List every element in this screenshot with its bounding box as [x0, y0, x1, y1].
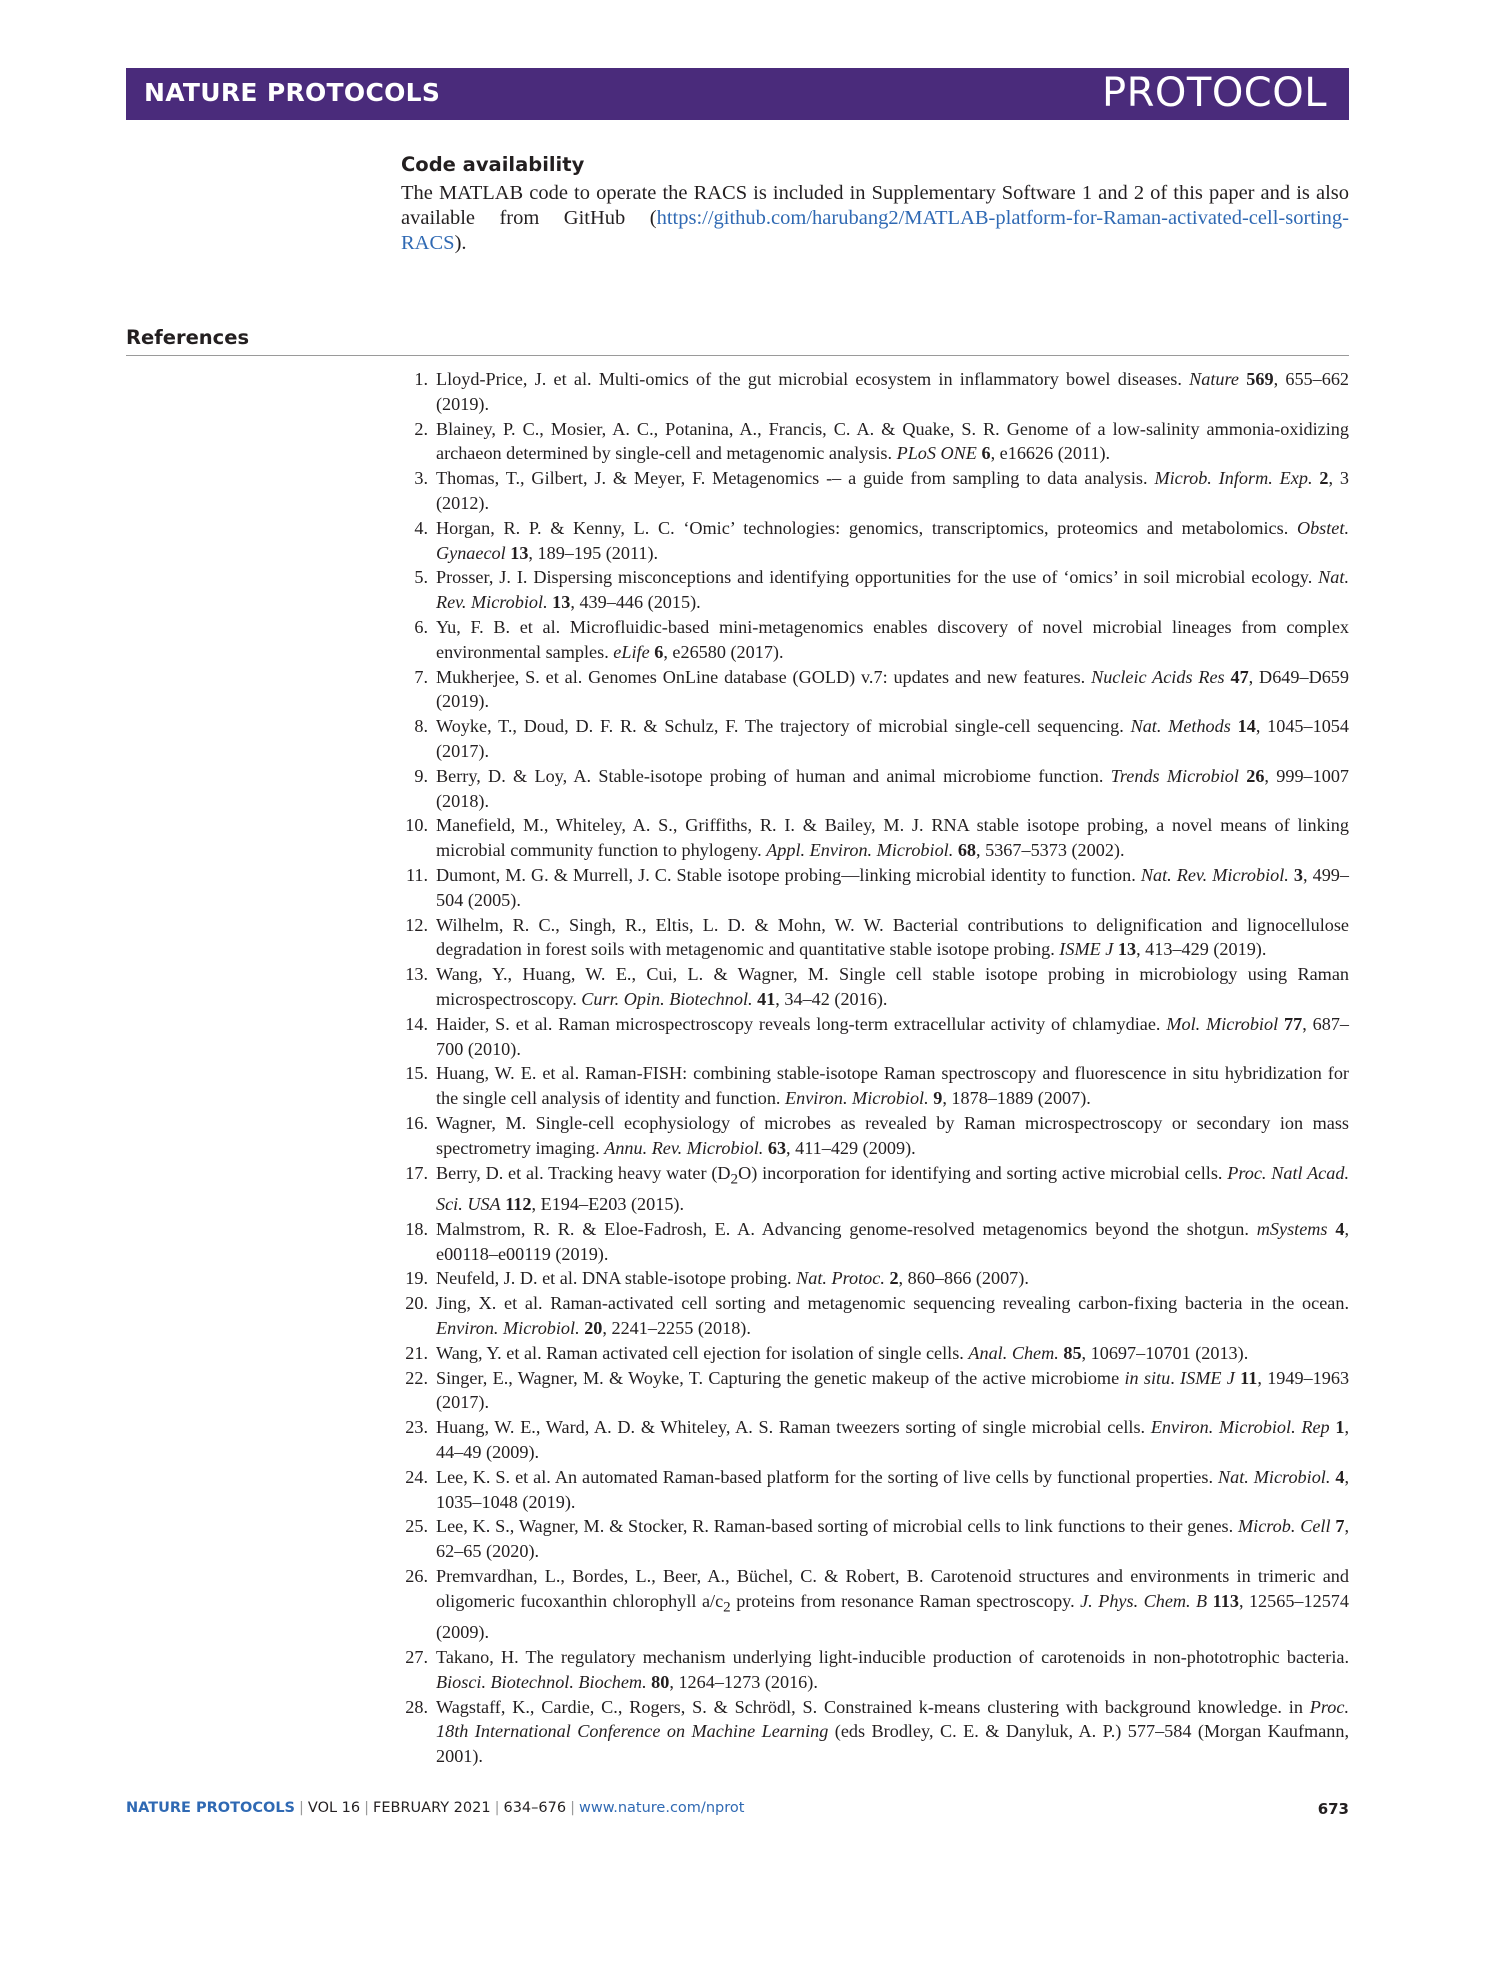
reference-number: 14. — [405, 1013, 428, 1034]
reference-segment: 13 — [1117, 939, 1137, 960]
reference-segment: Wagstaff, K., Cardie, C., Rogers, S. & Schrödl, S. Constrained k-means clustering with background knowledge. in — [436, 1696, 1310, 1717]
reference-text — [436, 1217, 1349, 1267]
footer-separator: | — [494, 1800, 500, 1816]
reference-number: 19. — [405, 1268, 428, 1289]
reference-number: 22. — [405, 1367, 428, 1388]
reference-segment: 6 — [981, 443, 991, 464]
reference-segment: Environ. Microbiol. — [785, 1088, 929, 1109]
reference-segment: 14 — [1237, 716, 1256, 737]
code-availability-text-after: ). — [454, 232, 467, 254]
reference-segment: (eds Brodley, C. E. & Danyluk, A. P.) 577–584 (Morgan Kaufmann, 2001). — [436, 1721, 1350, 1767]
reference-segment: , 1035–1048 (2019). — [436, 1466, 1350, 1512]
reference-segment: , 12565–12574 (2009). — [436, 1590, 1349, 1643]
reference-segment: proteins from resonance Raman spectroscopy. — [730, 1590, 1081, 1611]
reference-item — [401, 1161, 1349, 1217]
reference-segment: Wagner, M. Single-cell ecophysiology of microbes as revealed by Raman microspectroscopy or secondary ion mass spectrometry imaging. — [436, 1112, 1349, 1158]
reference-segment: Haider, S. et al. Raman microspectroscopy reveals long-term extracellular activity of chlamydiae. — [436, 1013, 1167, 1034]
reference-segment: 4 — [1335, 1218, 1345, 1239]
reference-item — [401, 665, 1349, 715]
reference-number: 11. — [405, 864, 428, 885]
reference-segment: Proc. Natl Acad. Sci. USA — [436, 1162, 1349, 1214]
reference-segment: Berry, D. & Loy, A. Stable-isotope probing of human and animal microbiome function. — [436, 765, 1111, 786]
references-heading: References — [126, 326, 250, 349]
reference-number: 3. — [414, 468, 428, 489]
reference-segment: , 1949–1963 (2017). — [436, 1367, 1350, 1413]
reference-segment: 1 — [1335, 1417, 1345, 1438]
reference-segment: Premvardhan, L., Bordes, L., Beer, A., Büchel, C. & Robert, B. Carotenoid structures and environments in trimeric and oligomeric fucoxanthin chlorophyll a/c — [436, 1565, 1349, 1611]
code-availability-text-before: The MATLAB code to operate the RACS is included in Supplementary Software 1 and 2 of this paper and is also available from GitHub ( — [401, 182, 1349, 229]
reference-number: 28. — [405, 1696, 428, 1717]
reference-item — [401, 1465, 1349, 1515]
reference-segment: Prosser, J. I. Dispersing misconceptions and identifying opportunities for the use of ‘omics’ in soil microbial ecology. — [436, 567, 1319, 588]
reference-segment: Wilhelm, R. C., Singh, R., Eltis, L. D. & Mohn, W. W. Bacterial contributions to delignification and lignocellulose degradation in forest soils with metagenomic and quantitative stable isotope probing. — [436, 914, 1349, 960]
reference-segment: Nature — [1189, 369, 1240, 389]
reference-item — [401, 1341, 1349, 1366]
reference-segment: Curr. Opin. Biotechnol. — [581, 988, 753, 1009]
reference-segment: 7 — [1335, 1516, 1345, 1537]
reference-segment: , 5367–5373 (2002). — [976, 840, 1125, 861]
reference-item — [401, 466, 1349, 516]
reference-segment: 20 — [584, 1317, 603, 1338]
reference-segment: Blainey, P. C., Mosier, A. C., Potanina, A., Francis, C. A. & Quake, S. R. Genome of a low-salinity ammonia-oxidizing archaeon determined by single-cell and metagenomic analysis. — [436, 418, 1349, 464]
journal-name: NATURE PROTOCOLS — [144, 78, 441, 107]
reference-segment: Horgan, R. P. & Kenny, L. C. ‘Omic’ technologies: genomics, transcriptomics, proteomics and metabolomics. — [436, 517, 1297, 538]
reference-text — [436, 665, 1349, 715]
reference-segment: Lloyd-Price, J. et al. Multi-omics of the gut microbial ecosystem in inflammatory bowel diseases. — [436, 369, 1190, 389]
reference-segment: 112 — [505, 1193, 532, 1214]
reference-segment: , 3 (2012). — [436, 468, 1350, 513]
reference-segment: Takano, H. The regulatory mechanism underlying light-inducible production of carotenoids in non-phototrophic bacteria. — [436, 1646, 1349, 1667]
reference-text — [436, 863, 1349, 913]
footer-pages: 634–676 — [503, 1800, 567, 1816]
reference-segment: Nat. Protoc. — [796, 1268, 885, 1289]
reference-segment: , 189–195 (2011). — [528, 542, 659, 563]
reference-number: 4. — [414, 517, 428, 538]
reference-item — [401, 1645, 1349, 1695]
reference-segment: , 687–700 (2010). — [436, 1013, 1350, 1059]
reference-segment: , E194–E203 (2015). — [531, 1193, 685, 1214]
reference-item — [401, 1217, 1349, 1267]
reference-segment: Trends Microbiol — [1110, 765, 1239, 786]
reference-segment: , 1264–1273 (2016). — [669, 1671, 818, 1692]
reference-segment: Nat. Microbiol. — [1217, 1466, 1331, 1487]
reference-segment: 113 — [1212, 1590, 1239, 1611]
reference-text — [436, 615, 1349, 665]
reference-number: 1. — [414, 369, 428, 389]
reference-segment: Annu. Rev. Microbiol. — [604, 1137, 764, 1158]
reference-segment: 9 — [933, 1088, 943, 1109]
reference-segment: Dumont, M. G. & Murrell, J. C. Stable isotope probing—linking microbial identity to function. — [436, 864, 1141, 885]
reference-item — [401, 714, 1349, 764]
reference-number: 26. — [405, 1565, 428, 1586]
reference-number: 10. — [405, 815, 428, 836]
reference-item — [401, 863, 1349, 913]
reference-text — [436, 1645, 1349, 1695]
reference-segment: , 62–65 (2020). — [436, 1516, 1349, 1562]
reference-item — [401, 1415, 1349, 1465]
reference-text — [436, 565, 1349, 615]
reference-text — [436, 764, 1349, 814]
reference-number: 18. — [405, 1218, 428, 1239]
reference-segment: , e00118–e00119 (2019). — [436, 1218, 1350, 1264]
page-number: 673 — [1317, 1800, 1349, 1818]
reference-text — [436, 1341, 1349, 1366]
reference-text — [436, 1061, 1349, 1111]
reference-item — [401, 1366, 1349, 1416]
reference-segment: , 655–662 (2019). — [436, 369, 1350, 414]
reference-number: 13. — [405, 964, 428, 985]
reference-segment: 63 — [767, 1137, 787, 1158]
reference-segment: Malmstrom, R. R. & Eloe-Fadrosh, E. A. Advancing genome-resolved metagenomics beyond the shotgun. — [436, 1218, 1257, 1239]
reference-number: 8. — [414, 716, 428, 737]
reference-segment: Woyke, T., Doud, D. F. R. & Schulz, F. The trajectory of microbial single-cell sequencing. — [436, 716, 1131, 737]
footer-volume: VOL 16 — [307, 1800, 361, 1816]
reference-number: 9. — [414, 765, 428, 786]
reference-item — [401, 367, 1349, 417]
reference-text — [436, 714, 1349, 764]
reference-text — [436, 516, 1349, 566]
reference-item — [401, 962, 1349, 1012]
reference-segment: Obstet. Gynaecol — [436, 517, 1349, 563]
reference-segment: 4 — [1335, 1466, 1345, 1487]
reference-segment: , 1878–1889 (2007). — [942, 1088, 1091, 1109]
reference-text — [436, 913, 1349, 963]
reference-segment: Biosci. Biotechnol. Biochem. — [436, 1671, 647, 1692]
reference-segment: 2 — [1319, 468, 1329, 489]
reference-segment: , 499–504 (2005). — [436, 864, 1349, 910]
reference-segment: , 2241–2255 (2018). — [602, 1317, 751, 1338]
reference-item — [401, 1012, 1349, 1062]
reference-segment: 77 — [1284, 1013, 1303, 1034]
reference-segment: Berry, D. et al. Tracking heavy water (D — [436, 1162, 731, 1183]
reference-segment: 2 — [730, 1170, 739, 1188]
reference-segment: Proc. 18th International Conference on Machine Learning — [436, 1696, 1349, 1742]
reference-segment: Nucleic Acids Res — [1091, 666, 1225, 687]
reference-segment: ISME J — [1059, 939, 1114, 960]
reference-segment: Appl. Environ. Microbiol. — [766, 840, 954, 861]
reference-number: 24. — [405, 1466, 428, 1487]
reference-number: 7. — [414, 666, 428, 687]
reference-segment: Microb. Inform. Exp. — [1154, 468, 1313, 489]
reference-segment: Mol. Microbiol — [1166, 1013, 1279, 1034]
reference-item — [401, 516, 1349, 566]
reference-item — [401, 417, 1349, 467]
code-availability-text — [401, 181, 1349, 256]
reference-segment: 26 — [1246, 765, 1265, 786]
reference-segment: 2 — [723, 1598, 731, 1616]
reference-segment: , 1045–1054 (2017). — [436, 716, 1349, 761]
reference-item — [401, 764, 1349, 814]
reference-segment: 85 — [1063, 1342, 1082, 1363]
reference-item — [401, 813, 1349, 863]
reference-item — [401, 1061, 1349, 1111]
reference-segment: Jing, X. et al. Raman-activated cell sorting and metagenomic sequencing revealing carbon-fixing bacteria in the ocean. — [436, 1293, 1349, 1314]
reference-segment: Nat. Rev. Microbiol. — [436, 567, 1349, 613]
footer-separator: | — [364, 1800, 370, 1816]
reference-segment: mSystems — [1256, 1218, 1328, 1239]
reference-text — [436, 1291, 1349, 1341]
reference-segment: PLoS ONE — [896, 443, 977, 464]
reference-text — [436, 1564, 1349, 1645]
reference-number: 12. — [405, 914, 428, 935]
reference-number: 17. — [405, 1162, 428, 1183]
reference-segment: , 10697–10701 (2013). — [1081, 1342, 1249, 1363]
footer-separator: | — [299, 1800, 304, 1816]
article-type-label: PROTOCOL — [1101, 70, 1327, 116]
footer-url[interactable]: www.nature.com/nprot — [578, 1800, 745, 1816]
reference-item — [401, 1291, 1349, 1341]
reference-text — [436, 1161, 1349, 1217]
reference-segment: Manefield, M., Whiteley, A. S., Griffiths, R. I. & Bailey, M. J. RNA stable isotope probing, a novel means of linking microbial community function to phylogeny. — [436, 815, 1349, 861]
reference-segment: J. Phys. Chem. B — [1080, 1590, 1208, 1611]
reference-segment: , 411–429 (2009). — [786, 1137, 916, 1158]
reference-number: 27. — [405, 1646, 428, 1667]
footer-separator: | — [570, 1800, 575, 1816]
page-footer — [126, 1800, 1349, 1816]
reference-segment: 569 — [1246, 369, 1274, 389]
reference-number: 2. — [414, 418, 428, 439]
reference-segment: , 413–429 (2019). — [1136, 939, 1267, 960]
reference-segment: Environ. Microbiol. Rep — [1150, 1417, 1330, 1438]
reference-item — [401, 615, 1349, 665]
reference-segment: Yu, F. B. et al. Microfluidic-based mini-metagenomics enables discovery of novel microbial lineages from complex environmental samples. — [436, 616, 1349, 662]
reference-segment: 41 — [757, 988, 776, 1009]
reference-segment: Lee, K. S. et al. An automated Raman-based platform for the sorting of live cells by functional properties. — [436, 1466, 1218, 1487]
code-availability-heading: Code availability — [401, 153, 585, 176]
reference-text — [436, 417, 1349, 467]
reference-text — [436, 1695, 1349, 1769]
reference-text — [436, 813, 1349, 863]
reference-segment: in situ — [1124, 1367, 1171, 1388]
reference-segment: , D649–D659 (2019). — [436, 666, 1349, 712]
reference-text — [436, 962, 1349, 1012]
reference-number: 6. — [414, 616, 428, 637]
reference-segment: 6 — [654, 641, 664, 662]
reference-text — [436, 367, 1349, 417]
reference-text — [436, 466, 1349, 516]
reference-item — [401, 1111, 1349, 1161]
reference-segment: Lee, K. S., Wagner, M. & Stocker, R. Raman-based sorting of microbial cells to link functions to their genes. — [436, 1516, 1238, 1537]
reference-text — [436, 1465, 1349, 1515]
reference-text — [436, 1514, 1349, 1564]
github-link[interactable]: https://github.com/harubang2/MATLAB-platform-for-Raman-activated-cell-sorting-RACS — [401, 207, 1349, 254]
reference-segment: Mukherjee, S. et al. Genomes OnLine database (GOLD) v.7: updates and new features. — [436, 666, 1092, 687]
reference-segment: Neufeld, J. D. et al. DNA stable-isotope probing. — [436, 1268, 797, 1289]
reference-text — [436, 1415, 1349, 1465]
reference-segment: , 439–446 (2015). — [570, 592, 701, 613]
reference-text — [436, 1111, 1349, 1161]
reference-segment: 13 — [510, 542, 529, 563]
reference-segment: Anal. Chem. — [968, 1342, 1059, 1363]
reference-segment: Nat. Methods — [1130, 716, 1231, 737]
reference-segment: Huang, W. E. et al. Raman-FISH: combining stable-isotope Raman spectroscopy and fluorescence in situ hybridization for the single cell analysis of identity and function. — [436, 1063, 1349, 1109]
reference-segment: , 44–49 (2009). — [436, 1417, 1349, 1462]
reference-segment: Singer, E., Wagner, M. & Woyke, T. Capturing the genetic makeup of the active microbiome — [436, 1367, 1125, 1388]
reference-text — [436, 1266, 1349, 1291]
reference-item — [401, 1514, 1349, 1564]
reference-segment: Microb. Cell — [1237, 1516, 1331, 1537]
reference-segment: , 999–1007 (2018). — [436, 765, 1350, 811]
reference-number: 25. — [405, 1516, 428, 1537]
reference-segment: , e26580 (2017). — [663, 641, 784, 662]
reference-number: 16. — [405, 1112, 428, 1133]
reference-segment: 80 — [651, 1671, 670, 1692]
reference-segment: 68 — [957, 840, 976, 861]
reference-number: 21. — [405, 1342, 428, 1363]
reference-number: 20. — [405, 1293, 428, 1314]
reference-segment — [1231, 716, 1238, 736]
reference-item — [401, 1564, 1349, 1645]
references-divider — [126, 355, 1349, 356]
reference-text — [436, 1012, 1349, 1062]
reference-item — [401, 565, 1349, 615]
reference-segment: Thomas, T., Gilbert, J. & Meyer, F. Metagenomics -– a guide from sampling to data analysis. — [436, 468, 1155, 489]
reference-number: 15. — [405, 1063, 428, 1084]
reference-segment: 47 — [1230, 666, 1249, 687]
journal-header-bar — [126, 68, 1349, 120]
reference-segment: ISME J — [1180, 1367, 1235, 1388]
reference-segment: Environ. Microbiol. — [436, 1317, 580, 1338]
reference-segment: 11 — [1240, 1367, 1258, 1388]
reference-number: 23. — [405, 1417, 428, 1438]
reference-segment: 2 — [889, 1268, 899, 1289]
reference-segment: Wang, Y., Huang, W. E., Cui, L. & Wagner, M. Single cell stable isotope probing in microbiology using Raman microspectroscopy. — [436, 964, 1349, 1009]
reference-text — [436, 1366, 1349, 1416]
reference-segment: O) incorporation for identifying and sorting active microbial cells. — [738, 1162, 1228, 1183]
reference-item — [401, 913, 1349, 963]
reference-list — [401, 367, 1349, 1769]
reference-segment: 13 — [552, 592, 571, 613]
reference-item — [401, 1695, 1349, 1769]
reference-number: 5. — [414, 567, 428, 588]
footer-journal: NATURE PROTOCOLS — [126, 1800, 296, 1816]
reference-segment: Wang, Y. et al. Raman activated cell ejection for isolation of single cells. — [436, 1342, 969, 1363]
reference-segment: Huang, W. E., Ward, A. D. & Whiteley, A. S. Raman tweezers sorting of single microbial cells. — [436, 1417, 1151, 1438]
reference-segment: , 34–42 (2016). — [775, 988, 888, 1009]
reference-item — [401, 1266, 1349, 1291]
footer-date: FEBRUARY 2021 — [373, 1800, 491, 1816]
reference-segment: 3 — [1293, 864, 1304, 885]
reference-segment: eLife — [613, 641, 650, 662]
code-availability-section — [401, 153, 1349, 256]
reference-segment: , 860–866 (2007). — [898, 1268, 1029, 1289]
reference-segment: , e16626 (2011). — [990, 443, 1111, 464]
reference-segment: Nat. Rev. Microbiol. — [1140, 864, 1289, 885]
reference-segment: . — [1170, 1367, 1181, 1388]
